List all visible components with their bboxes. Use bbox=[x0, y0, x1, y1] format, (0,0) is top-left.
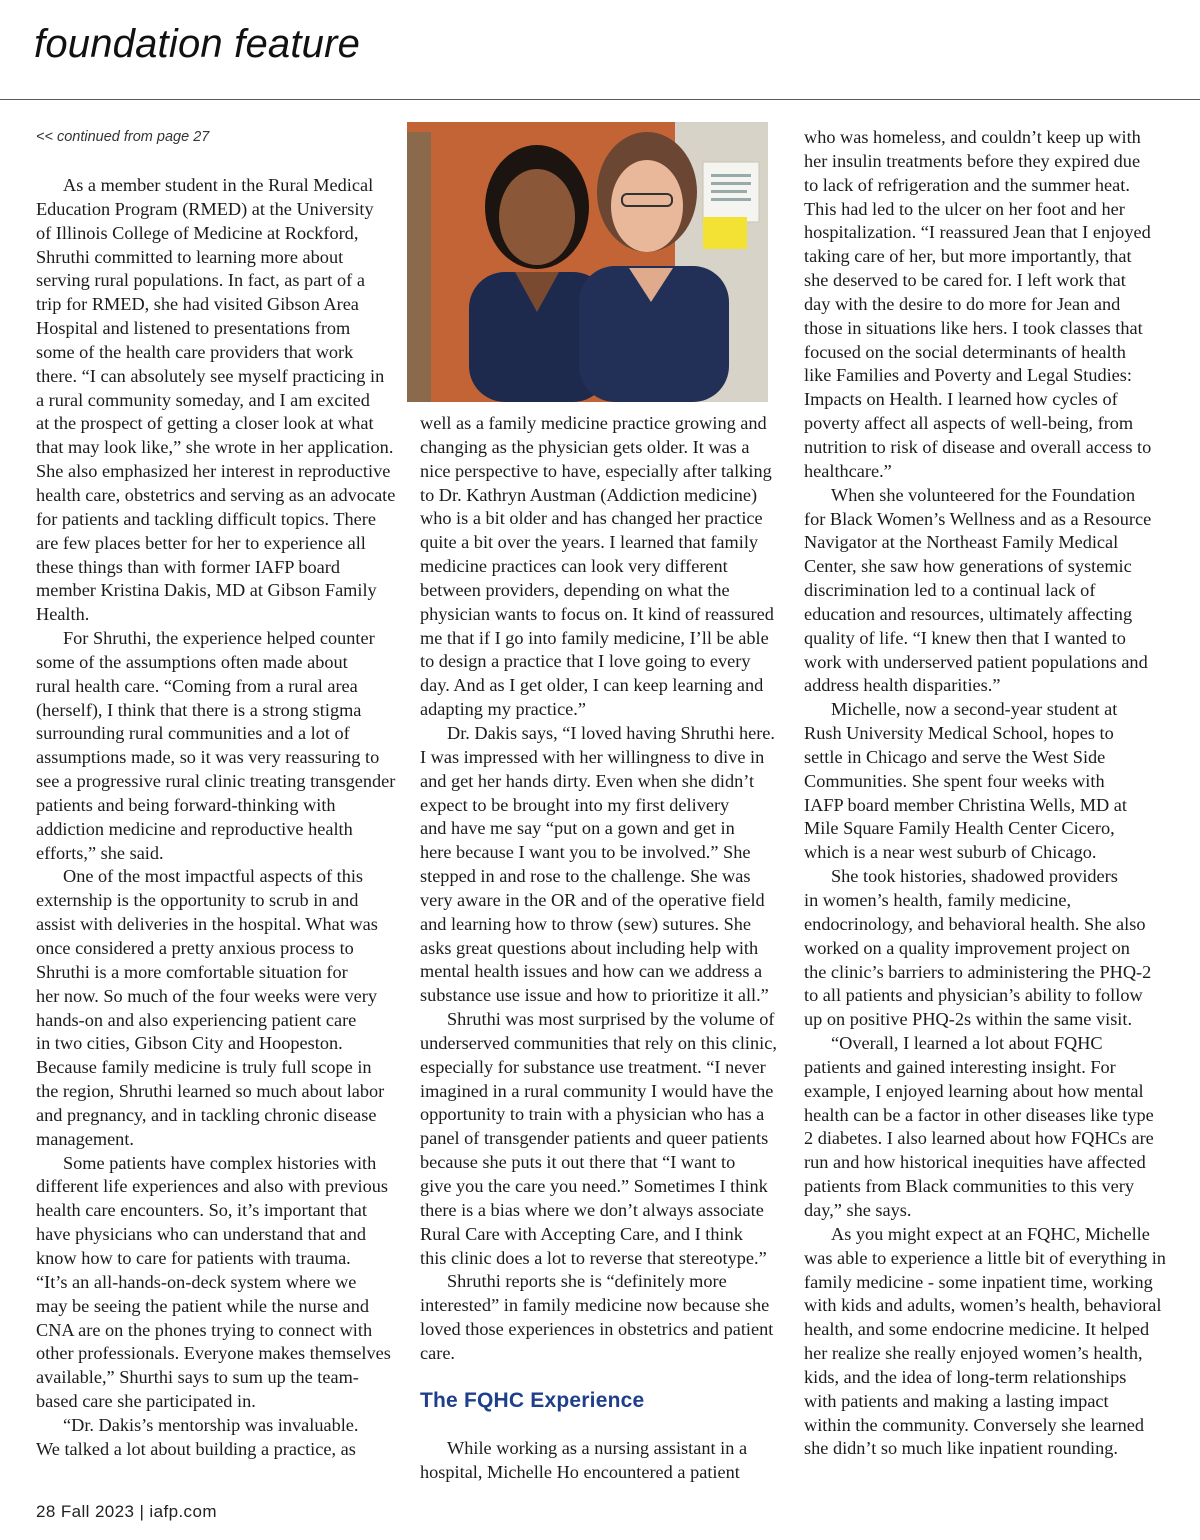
text-line: changing as the physician gets older. It was a bbox=[420, 436, 750, 457]
text-line: kids, and the idea of long-term relationships bbox=[804, 1366, 1127, 1387]
article-column-1 bbox=[36, 174, 396, 1462]
text-line: this clinic does a lot to reverse that stereotype.” bbox=[420, 1247, 767, 1268]
text-line: “It’s an all-hands-on-deck system where we bbox=[36, 1271, 357, 1292]
text-line: hospitalization. “I reassured Jean that I enjoyed bbox=[804, 222, 1151, 243]
text-line: health care, obstetrics and serving as an advocate bbox=[36, 484, 396, 505]
text-line: patients and being forward-thinking with bbox=[36, 794, 336, 815]
text-line: in women’s health, family medicine, bbox=[804, 890, 1072, 910]
text-line: with kids and adults, women’s health, behavioral bbox=[804, 1295, 1162, 1316]
text-line: worked on a quality improvement project on bbox=[804, 937, 1130, 958]
text-line: Mile Square Family Health Center Cicero, bbox=[804, 818, 1115, 839]
text-line: available,” Shurthi says to sum up the team- bbox=[36, 1367, 359, 1388]
text-line: settle in Chicago and serve the West Side bbox=[804, 746, 1106, 767]
text-line: who was homeless, and couldn’t keep up with bbox=[804, 127, 1141, 147]
text-line: While working as a nursing assistant in a bbox=[447, 1438, 748, 1458]
text-line: One of the most impactful aspects of this bbox=[63, 866, 364, 887]
text-line: Shruthi committed to learning more about bbox=[36, 246, 344, 267]
text-line: Dr. Dakis says, “I loved having Shruthi here. bbox=[447, 722, 775, 743]
text-line: and pregnancy, and in tackling chronic disease bbox=[36, 1104, 377, 1125]
text-line: patients and gained interesting insight. For bbox=[804, 1056, 1116, 1077]
text-line: “Overall, I learned a lot about FQHC bbox=[831, 1033, 1103, 1054]
text-line: those in situations like hers. I took classes that bbox=[804, 317, 1143, 338]
text-line: asks great questions about including help with bbox=[420, 937, 759, 958]
text-line: externship is the opportunity to scrub in and bbox=[36, 890, 359, 911]
text-line: She also emphasized her interest in reproductive bbox=[36, 461, 391, 482]
text-line: quality of life. “I knew then that I wanted to bbox=[804, 627, 1126, 648]
text-line: health, and some endocrine medicine. It helped bbox=[804, 1319, 1150, 1340]
text-line: endocrinology, and behavioral health. She also bbox=[804, 913, 1146, 934]
text-line: As you might expect at an FQHC, Michelle bbox=[831, 1223, 1150, 1244]
text-line: health care encounters. So, it’s important that bbox=[36, 1200, 367, 1221]
text-line: the clinic’s barriers to administering the PHQ-2 bbox=[804, 961, 1152, 982]
text-line: example, I enjoyed learning about how mental bbox=[804, 1080, 1144, 1101]
text-line: up on positive PHQ-2s within the same visit. bbox=[804, 1009, 1133, 1030]
text-line: mental health issues and how can we address a bbox=[420, 961, 763, 982]
text-line: her realize she really enjoyed women’s health, bbox=[804, 1343, 1143, 1364]
text-line: care. bbox=[420, 1342, 456, 1363]
text-line: was able to experience a little bit of everything in bbox=[804, 1247, 1166, 1268]
text-line: because she puts it out there that “I want to bbox=[420, 1152, 736, 1173]
text-line: run and how historical inequities have affected bbox=[804, 1152, 1146, 1173]
text-line: me that if I go into family medicine, I’ll be able bbox=[420, 627, 769, 648]
text-line: Rural Care with Accepting Care, and I think bbox=[420, 1223, 743, 1244]
text-line: medicine practices can look very different bbox=[420, 556, 728, 577]
text-line: Shruthi is a more comfortable situation for bbox=[36, 961, 348, 982]
text-line: patients from Black communities to this very bbox=[804, 1176, 1135, 1197]
text-line: to all patients and physician’s ability to follow bbox=[804, 985, 1143, 1006]
text-line: interested” in family medicine now because she bbox=[420, 1295, 770, 1316]
article-column-2 bbox=[420, 412, 780, 1366]
text-line: addiction medicine and reproductive health bbox=[36, 818, 353, 839]
text-line: day,” she says. bbox=[804, 1199, 912, 1220]
text-line: there is a bias where we don’t always associate bbox=[420, 1199, 764, 1220]
text-line: health can be a factor in other diseases like type bbox=[804, 1104, 1154, 1125]
text-line: and have me say “put on a gown and get in bbox=[420, 818, 735, 839]
article-column-3 bbox=[804, 126, 1166, 1461]
text-line: within the community. Conversely she learned bbox=[804, 1414, 1144, 1435]
text-line: between providers, depending on what the bbox=[420, 579, 730, 600]
text-line: taking care of her, but more importantly, that bbox=[804, 246, 1132, 267]
text-line: to Dr. Kathryn Austman (Addiction medicine) bbox=[420, 484, 758, 505]
text-line: assumptions made, so it was very reassuring to bbox=[36, 747, 380, 768]
text-line: see a progressive rural clinic treating transgender bbox=[36, 771, 396, 792]
text-line: that may look like,” she wrote in her application. bbox=[36, 437, 394, 458]
text-line: address health disparities.” bbox=[804, 675, 1001, 696]
text-line: there. “I can absolutely see myself practicing in bbox=[36, 365, 385, 386]
text-line: at the prospect of getting a closer look at what bbox=[36, 413, 374, 434]
text-line: adapting my practice.” bbox=[420, 699, 586, 720]
text-line: Health. bbox=[36, 604, 90, 625]
text-line: day. And as I get older, I can keep learning and bbox=[420, 675, 764, 696]
article-column-2-continued bbox=[420, 1437, 780, 1485]
text-line: once considered a pretty anxious process to bbox=[36, 938, 354, 958]
text-line: Some patients have complex histories with bbox=[63, 1152, 377, 1173]
text-line: healthcare.” bbox=[804, 460, 892, 481]
section-title: foundation feature bbox=[34, 22, 361, 66]
text-line: poverty affect all aspects of well-being, from bbox=[804, 413, 1134, 434]
text-line: of Illinois College of Medicine at Rockford, bbox=[36, 222, 359, 243]
text-line: expect to be brought into my first delivery bbox=[420, 794, 730, 815]
text-line: CNA are on the phones trying to connect with bbox=[36, 1319, 373, 1340]
text-line: surrounding rural communities and a lot of bbox=[36, 723, 350, 744]
text-line: Impacts on Health. I learned how cycles of bbox=[804, 389, 1118, 410]
text-line: management. bbox=[36, 1128, 134, 1149]
text-line: I was impressed with her willingness to dive in bbox=[420, 746, 765, 767]
text-line: very aware in the OR and of the operative field bbox=[420, 889, 765, 910]
text-line: underserved communities that rely on this clinic, bbox=[420, 1032, 777, 1053]
text-line: to design a practice that I love going to every bbox=[420, 651, 751, 672]
text-line: nice perspective to have, especially after talking bbox=[420, 460, 772, 481]
text-line: know how to care for patients with trauma. bbox=[36, 1247, 351, 1268]
text-line: member Kristina Dakis, MD at Gibson Family bbox=[36, 580, 377, 601]
text-line: Communities. She spent four weeks with bbox=[804, 770, 1105, 791]
text-line: stepped in and rose to the challenge. She was bbox=[420, 866, 751, 887]
article-photo bbox=[407, 122, 768, 402]
text-line: some of the health care providers that work bbox=[36, 341, 354, 362]
text-line: family medicine - some inpatient time, working bbox=[804, 1271, 1153, 1292]
text-line: As a member student in the Rural Medical bbox=[63, 175, 374, 195]
text-line: We talked a lot about building a practice, as bbox=[36, 1438, 356, 1459]
text-line: Center, she saw how generations of systemic bbox=[804, 556, 1132, 577]
text-line: physician wants to focus on. It kind of reassured bbox=[420, 603, 774, 624]
text-line: education and resources, ultimately affecting bbox=[804, 603, 1133, 624]
text-line: nutrition to risk of disease and overall access to bbox=[804, 436, 1152, 457]
text-line: who is a bit older and has changed her practice bbox=[420, 508, 763, 529]
text-line: day with the desire to do more for Jean and bbox=[804, 293, 1121, 314]
text-line: especially for substance use treatment. “I never bbox=[420, 1056, 766, 1077]
text-line: This had led to the ulcer on her foot and her bbox=[804, 198, 1125, 219]
text-line: give you the care you need.” Sometimes I think bbox=[420, 1176, 768, 1196]
text-line: hospital, Michelle Ho encountered a patient bbox=[420, 1461, 740, 1482]
text-line: are few places better for her to experience all bbox=[36, 532, 366, 553]
page-footer: 28 Fall 2023 | iafp.com bbox=[36, 1502, 217, 1521]
text-line: trip for RMED, she had visited Gibson Area bbox=[36, 294, 359, 315]
text-line: other professionals. Everyone makes themselves bbox=[36, 1343, 391, 1364]
text-line: these things than with former IAFP board bbox=[36, 556, 340, 577]
text-line: here because I want you to be involved.” She bbox=[420, 842, 751, 863]
text-line: 2 diabetes. I also learned about how FQHCs are bbox=[804, 1128, 1154, 1149]
text-line: her insulin treatments before they expired due bbox=[804, 150, 1141, 171]
text-line: which is a near west suburb of Chicago. bbox=[804, 842, 1097, 863]
text-line: quite a bit over the years. I learned that family bbox=[420, 532, 759, 553]
text-line: for Black Women’s Wellness and as a Resource bbox=[804, 508, 1152, 529]
text-line: panel of transgender patients and queer patients bbox=[420, 1128, 769, 1149]
text-line: imagined in a rural community I would have the bbox=[420, 1080, 774, 1101]
text-line: Michelle, now a second-year student at bbox=[831, 699, 1118, 720]
text-line: loved those experiences in obstetrics and patient bbox=[420, 1319, 774, 1340]
text-line: “Dr. Dakis’s mentorship was invaluable. bbox=[63, 1414, 359, 1435]
text-line: and get her hands dirty. Even when she didn’t bbox=[420, 770, 755, 791]
text-line: some of the assumptions often made about bbox=[36, 651, 348, 672]
text-line: (herself), I think that there is a strong stigma bbox=[36, 699, 362, 720]
text-line: Rush University Medical School, hopes to bbox=[804, 723, 1114, 744]
text-line: well as a family medicine practice growing and bbox=[420, 413, 767, 433]
text-line: hands-on and also experiencing patient care bbox=[36, 1009, 357, 1030]
text-line: discrimination led to a continual lack of bbox=[804, 580, 1096, 601]
text-line: assist with deliveries in the hospital. What was bbox=[36, 914, 378, 935]
text-line: and learning how to throw (sew) sutures. She bbox=[420, 913, 752, 934]
text-line: work with underserved patient populations and bbox=[804, 651, 1148, 672]
text-line: a rural community someday, and I am excited bbox=[36, 389, 370, 410]
text-line: efforts,” she said. bbox=[36, 842, 164, 863]
text-line: different life experiences and also with previous bbox=[36, 1176, 388, 1197]
section-heading: The FQHC Experience bbox=[420, 1389, 645, 1412]
continued-note: << continued from page 27 bbox=[36, 129, 210, 145]
text-line: her now. So much of the four weeks were very bbox=[36, 985, 377, 1006]
text-line: substance use issue and how to prioritize it all.” bbox=[420, 985, 769, 1006]
text-line: Education Program (RMED) at the University bbox=[36, 198, 374, 219]
text-line: have physicians who can understand that and bbox=[36, 1224, 366, 1245]
text-line: rural health care. “Coming from a rural area bbox=[36, 675, 358, 696]
text-line: like Families and Poverty and Legal Studies: bbox=[804, 365, 1132, 386]
text-line: Shruthi reports she is “definitely more bbox=[447, 1271, 727, 1292]
text-line: opportunity to train with a physician who has a bbox=[420, 1104, 765, 1125]
text-line: Hospital and listened to presentations from bbox=[36, 318, 351, 339]
text-line: to lack of refrigeration and the summer heat. bbox=[804, 174, 1130, 195]
text-line: with patients and making a lasting impact bbox=[804, 1390, 1109, 1411]
text-line: focused on the social determinants of health bbox=[804, 341, 1126, 362]
text-line: Shruthi was most surprised by the volume of bbox=[447, 1009, 775, 1030]
text-line: she deserved to be cared for. I left work that bbox=[804, 270, 1126, 291]
text-line: Because family medicine is truly full scope in bbox=[36, 1057, 372, 1078]
text-line: IAFP board member Christina Wells, MD at bbox=[804, 794, 1127, 815]
text-line: based care she participated in. bbox=[36, 1391, 256, 1412]
text-line: serving rural populations. In fact, as part of a bbox=[36, 270, 365, 291]
text-line: in two cities, Gibson City and Hoopeston. bbox=[36, 1033, 343, 1054]
text-line: Navigator at the Northeast Family Medical bbox=[804, 532, 1119, 553]
header-divider bbox=[0, 99, 1200, 100]
text-line: the region, Shruthi learned so much about labor bbox=[36, 1081, 385, 1102]
text-line: for patients and tackling difficult topics. There bbox=[36, 508, 376, 529]
text-line: may be seeing the patient while the nurse and bbox=[36, 1295, 370, 1316]
text-line: When she volunteered for the Foundation bbox=[831, 484, 1136, 505]
text-line: She took histories, shadowed providers bbox=[831, 866, 1118, 887]
text-line: she didn’t so much like inpatient rounding. bbox=[804, 1438, 1118, 1459]
text-line: For Shruthi, the experience helped counter bbox=[63, 628, 375, 649]
